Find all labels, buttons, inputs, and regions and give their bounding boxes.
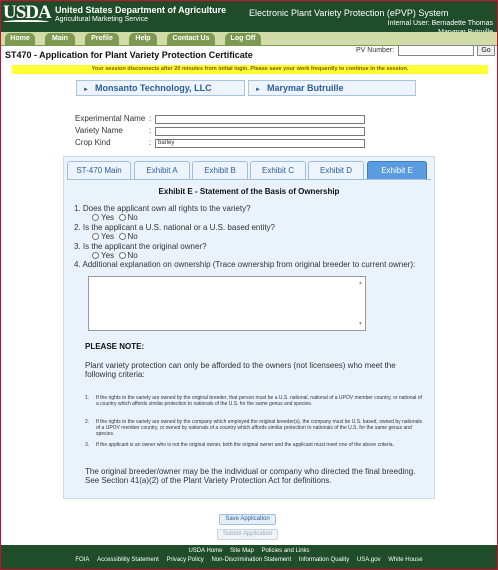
- tab-st470-main[interactable]: ST-470 Main: [67, 161, 131, 179]
- variety-name-label: Variety Name: [75, 126, 123, 135]
- go-button[interactable]: Go: [477, 45, 495, 56]
- agency-name: Agricultural Marketing Service: [55, 16, 148, 23]
- tab-exhibit-a[interactable]: Exhibit A: [134, 161, 190, 179]
- tab-exhibit-d[interactable]: Exhibit D: [308, 161, 364, 179]
- crop-kind-input[interactable]: barley: [155, 139, 365, 148]
- footer-link-usda-home[interactable]: USDA Home: [188, 548, 223, 554]
- company-link[interactable]: [76, 80, 245, 96]
- nav-log-off[interactable]: Log Off: [225, 33, 261, 45]
- person-link[interactable]: [248, 80, 416, 96]
- q2-options: [92, 232, 138, 241]
- footer-link-site-map[interactable]: Site Map: [230, 548, 254, 554]
- note-heading: PLEASE NOTE:: [85, 342, 145, 351]
- experimental-name-label: Experimental Name: [75, 114, 146, 123]
- criterion-text: If the applicant is an owner who is not the original owner, both the original owner and the applicant must meet one of the above criteria.: [96, 442, 394, 448]
- nav-bar: [1, 32, 497, 46]
- crop-kind-label: Crop Kind: [75, 138, 111, 147]
- criterion-number: 2.: [85, 419, 90, 425]
- closing-note: The original breeder/owner may be the individual or company who directed the final breeding. See Section 41(a)(2) of the Plant Variety Protection Act for definitions.: [85, 467, 416, 485]
- pv-number-input[interactable]: [398, 45, 474, 56]
- ownership-explanation-textarea[interactable]: [88, 276, 366, 331]
- question-2: 2. Is the applicant a U.S. national or a U.S. based entity?: [74, 223, 276, 232]
- nav-contact-us[interactable]: Contact Us: [167, 33, 215, 45]
- footer-link-information-quality[interactable]: Information Quality: [298, 557, 350, 563]
- tab-exhibit-b[interactable]: Exhibit B: [192, 161, 248, 179]
- criterion-number: 3.: [85, 442, 90, 448]
- pv-number-label: PV Number:: [356, 47, 395, 54]
- field-colon: :: [149, 138, 152, 147]
- tab-exhibit-e[interactable]: Exhibit E: [367, 161, 427, 179]
- q3-options: [92, 251, 138, 260]
- experimental-name-input[interactable]: [155, 115, 365, 124]
- footer-link-policies[interactable]: Policies and Links: [261, 548, 310, 554]
- footer-link-privacy[interactable]: Privacy Policy: [166, 557, 204, 563]
- person-name: Marymar Butruille: [266, 83, 344, 93]
- tab-divider: [67, 179, 431, 180]
- q1-yes-radio[interactable]: [92, 214, 99, 221]
- criterion-text: If the rights to the variety are owned by the company which employed the original breeder(s), the company must be U.S. based, owned by nationals of a UPOV member country, or owned by nationals of a country which affords similar protection to nationals of the U.S. for the same genus and species.: [96, 419, 423, 437]
- system-name: Electronic Plant Variety Protection (ePVP) System: [249, 8, 449, 18]
- field-colon: :: [149, 126, 152, 135]
- company-name: Monsanto Technology, LLC: [94, 83, 212, 93]
- q1-yes-label: Yes: [101, 213, 115, 222]
- site-footer: [1, 545, 497, 569]
- q2-yes-radio[interactable]: [92, 233, 99, 240]
- section-title: Exhibit E - Statement of the Basis of Ownership: [158, 187, 340, 196]
- exhibit-panel: [63, 156, 435, 499]
- department-block: [55, 5, 226, 23]
- save-application-button[interactable]: Save Application: [219, 514, 276, 525]
- usda-logo[interactable]: [3, 2, 49, 28]
- q3-no-radio[interactable]: [119, 252, 126, 259]
- user-line-1: Internal User: Bernadette Thomas: [387, 20, 493, 27]
- variety-name-input[interactable]: [155, 127, 365, 136]
- nav-help[interactable]: Help: [129, 33, 157, 45]
- logo-text: USDA: [3, 2, 51, 23]
- q3-no-label: No: [127, 251, 138, 260]
- field-colon: :: [149, 114, 152, 123]
- criterion-2: [85, 419, 423, 437]
- q2-no-radio[interactable]: [119, 233, 126, 240]
- q1-no-radio[interactable]: [119, 214, 126, 221]
- submit-application-button[interactable]: Submit Application: [217, 529, 278, 540]
- q2-yes-label: Yes: [101, 232, 115, 241]
- criterion-1: [85, 395, 423, 407]
- arrow-right-icon: ►: [255, 87, 261, 93]
- nav-profile[interactable]: Profile: [85, 33, 119, 45]
- question-4: 4. Additional explanation on ownership (Trace ownership from original breeder to current owner):: [74, 260, 416, 269]
- footer-row-1: [1, 548, 497, 554]
- criterion-number: 1.: [85, 395, 90, 401]
- q3-yes-radio[interactable]: [92, 252, 99, 259]
- note-intro: Plant variety protection can only be afforded to the owners (not licensees) who meet the following criteria:: [85, 361, 396, 379]
- q3-yes-label: Yes: [101, 251, 115, 260]
- criterion-text: If the rights to the variety are owned by the original breeder, that person must be a U.S. national, national of a UPOV member country, or national of a country which affords similar protection to nationals of the U.S. for the same genus and species.: [96, 395, 422, 407]
- scroll-down-icon[interactable]: ▼: [358, 321, 363, 327]
- session-notice: Your session disconnects after 20 minutes from initial login. Please save your work frequently to continue in the session.: [12, 65, 488, 74]
- footer-row-2: [1, 557, 497, 563]
- site-header: [1, 1, 497, 32]
- scroll-up-icon[interactable]: ▲: [358, 280, 363, 286]
- question-1: 1. Does the applicant own all rights to the variety?: [74, 204, 251, 213]
- question-3: 3. Is the applicant the original owner?: [74, 242, 207, 251]
- department-name: United States Department of Agriculture: [55, 5, 227, 15]
- tab-exhibit-c[interactable]: Exhibit C: [250, 161, 306, 179]
- criterion-3: [85, 442, 423, 448]
- footer-link-usa-gov[interactable]: USA.gov: [356, 557, 381, 563]
- footer-link-accessibility[interactable]: Accessibility Statement: [97, 557, 159, 563]
- logo-swoosh: [3, 20, 49, 24]
- page-title: ST470 - Application for Plant Variety Protection Certificate: [5, 50, 253, 60]
- q2-no-label: No: [127, 232, 138, 241]
- footer-link-foia[interactable]: FOIA: [75, 557, 90, 563]
- nav-home[interactable]: Home: [5, 33, 35, 45]
- arrow-right-icon: ►: [83, 87, 89, 93]
- nav-main[interactable]: Main: [45, 33, 75, 45]
- q1-options: [92, 213, 138, 222]
- q1-no-label: No: [127, 213, 138, 222]
- footer-link-non-discrimination[interactable]: Non-Discrimination Statement: [211, 557, 292, 563]
- footer-link-white-house[interactable]: White House: [388, 557, 423, 563]
